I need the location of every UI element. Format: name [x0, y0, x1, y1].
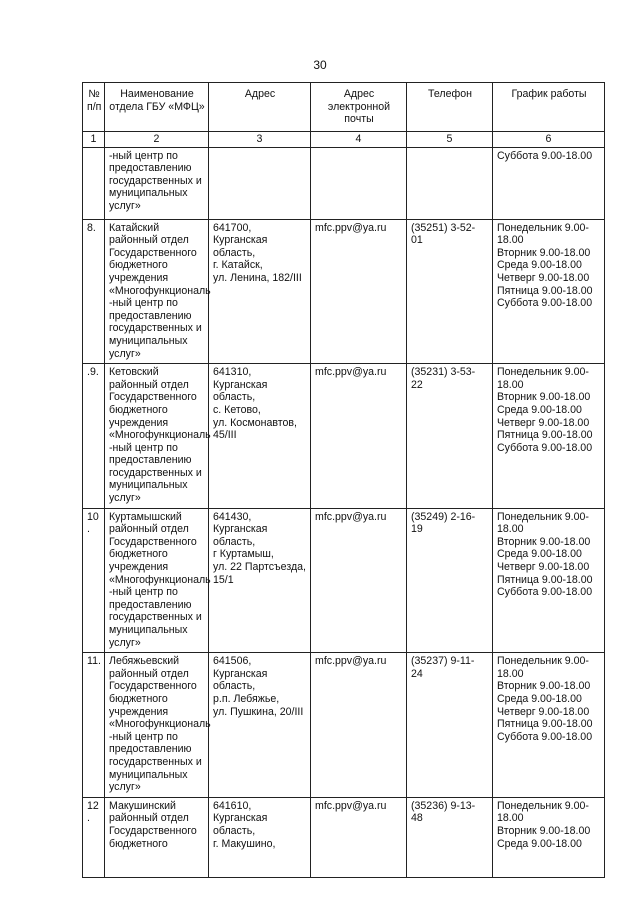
office-address — [209, 797, 311, 877]
office-phone — [407, 508, 493, 653]
office-name — [105, 147, 209, 219]
cell-line: Четверг 9.00-18.00 — [497, 416, 590, 429]
cell-line: районный отдел — [109, 234, 189, 247]
row-number: 10. — [83, 508, 105, 653]
cell-line: № — [88, 88, 100, 100]
cell-line: Курганская — [213, 234, 268, 247]
cell-line: учреждения — [109, 561, 169, 574]
cell-line: 48 — [411, 812, 423, 825]
cell-line: «Многофункциональ — [109, 718, 211, 731]
cell-line: Пятница 9.00-18.00 — [497, 573, 593, 586]
cell-line: Адрес — [244, 88, 276, 100]
cell-line: «Многофункциональ — [109, 429, 211, 442]
cell-line: муниципальных — [109, 624, 188, 636]
table-header-row — [83, 83, 605, 132]
cell-line: муниципальных — [109, 334, 188, 347]
cell-line: (35251) 3-52- — [411, 221, 476, 234]
office-schedule — [493, 219, 605, 364]
cell-line: Четверг 9.00-18.00 — [497, 705, 590, 718]
cell-line: почты — [344, 113, 374, 126]
cell-line: Государственного — [109, 824, 197, 837]
cell-line: государственных и — [109, 611, 202, 624]
cell-line: учреждения — [109, 705, 169, 718]
office-address — [209, 219, 311, 364]
cell-line: районный отдел — [109, 812, 189, 825]
cell-line: 22 — [411, 378, 423, 391]
cell-line: 18.00 — [497, 234, 524, 247]
office-phone — [407, 219, 493, 364]
cell-line: бюджетного — [109, 837, 168, 850]
cell-line: государственных и — [109, 466, 202, 479]
office-schedule — [493, 797, 605, 877]
cell-line: отдела ГБУ «МФЦ» — [109, 100, 205, 113]
office-phone — [407, 797, 493, 877]
office-name — [105, 364, 209, 509]
cell-line: 45/III — [213, 429, 237, 442]
cell-line: предоставлению — [109, 743, 192, 756]
mfc-offices-table — [82, 82, 605, 878]
cell-line: «Многофункциональ — [109, 573, 211, 586]
cell-line: область, — [213, 246, 256, 259]
office-address — [209, 364, 311, 509]
row-number: 11. — [83, 653, 105, 798]
column-number: 6 — [493, 132, 605, 148]
office-schedule — [493, 364, 605, 509]
office-email: mfc.ppv@ya.ru — [311, 364, 407, 509]
cell-line: учреждения — [109, 271, 169, 284]
cell-line: «Многофункциональ — [109, 284, 211, 297]
cell-line: Суббота 9.00-18.00 — [497, 730, 593, 743]
cell-line: Суббота 9.00-18.00 — [497, 297, 593, 310]
row-number: 12. — [83, 797, 105, 877]
cell-line: 18.00 — [497, 667, 524, 680]
cell-line: (35237) 9-11- — [411, 655, 475, 668]
cell-line: Среда 9.00-18.00 — [497, 403, 582, 416]
column-number: 3 — [209, 132, 311, 148]
cell-line: область, — [213, 824, 256, 837]
cell-line: предоставлению — [109, 162, 192, 175]
cell-line: Государственного — [109, 246, 197, 259]
cell-line: Макушинский — [109, 799, 176, 812]
cell-line: Вторник 9.00-18.00 — [497, 535, 591, 548]
cell-line: -ный центр по — [109, 441, 178, 454]
cell-line: Понедельник 9.00- — [497, 366, 589, 379]
cell-line: ул. Ленина, 182/III — [213, 271, 302, 284]
office-name — [105, 219, 209, 364]
cell-line: Адрес — [343, 88, 375, 100]
office-address — [209, 147, 311, 219]
cell-line: 641700, — [213, 221, 252, 234]
column-number: 4 — [311, 132, 407, 148]
cell-line: Государственного — [109, 391, 197, 404]
cell-line: г Куртамыш, — [213, 548, 274, 561]
office-address — [209, 508, 311, 653]
table-row — [83, 797, 605, 877]
header-phone — [407, 83, 493, 132]
cell-line: предоставлению — [109, 309, 192, 322]
office-schedule — [493, 508, 605, 653]
cell-line: Вторник 9.00-18.00 — [497, 246, 591, 259]
cell-line: 18.00 — [497, 378, 524, 391]
cell-line: Понедельник 9.00- — [497, 799, 589, 812]
cell-line: 641430, — [213, 510, 252, 523]
office-address — [209, 653, 311, 798]
cell-line: государственных и — [109, 322, 202, 335]
cell-line: электронной — [327, 100, 391, 113]
cell-line: 19 — [411, 523, 423, 536]
cell-line: бюджетного — [109, 692, 168, 705]
column-number-row — [83, 132, 605, 148]
office-name — [105, 653, 209, 798]
column-number: 2 — [105, 132, 209, 148]
cell-line: услуг» — [109, 781, 141, 794]
cell-line: Среда 9.00-18.00 — [497, 548, 582, 561]
office-email: mfc.ppv@ya.ru — [311, 797, 407, 877]
table-row — [83, 508, 605, 653]
cell-line: 24 — [411, 667, 423, 680]
cell-line: Пятница 9.00-18.00 — [497, 429, 593, 442]
cell-line: Вторник 9.00-18.00 — [497, 391, 591, 404]
cell-line: ул. 22 Партсъезда, — [213, 561, 306, 574]
cell-line: предоставлению — [109, 598, 192, 611]
cell-line: г. Катайск, — [213, 259, 263, 272]
cell-line: Понедельник 9.00- — [497, 655, 589, 668]
cell-line: 01 — [411, 234, 423, 247]
cell-line: Среда 9.00-18.00 — [497, 692, 582, 705]
cell-line: Пятница 9.00-18.00 — [497, 284, 593, 297]
cell-line: Курганская — [213, 523, 268, 536]
cell-line: (35231) 3-53- — [411, 366, 476, 379]
cell-line: Наименование — [120, 88, 194, 100]
cell-line: 641610, — [213, 799, 252, 812]
cell-line: Лебяжьевский — [109, 655, 180, 668]
cell-line: Суббота 9.00-18.00 — [497, 149, 593, 162]
table-row — [83, 147, 605, 219]
office-phone — [407, 364, 493, 509]
cell-line: Четверг 9.00-18.00 — [497, 271, 590, 284]
cell-line: Государственного — [109, 535, 197, 548]
cell-line: Государственного — [109, 680, 197, 693]
office-name — [105, 797, 209, 877]
cell-line: Курганская — [213, 812, 268, 825]
table-row — [83, 364, 605, 509]
cell-line: Куртамышский — [109, 510, 182, 523]
cell-line: 18.00 — [497, 812, 524, 825]
cell-line: с. Кетово, — [213, 403, 261, 416]
cell-line: Вторник 9.00-18.00 — [497, 680, 591, 693]
cell-line: Катайский — [109, 221, 160, 234]
header-schedule — [493, 83, 605, 132]
office-name — [105, 508, 209, 653]
cell-line: государственных и — [109, 174, 202, 187]
office-email: mfc.ppv@ya.ru — [311, 653, 407, 798]
table-row — [83, 219, 605, 364]
header-num — [83, 83, 105, 132]
cell-line: ул. Пушкина, 20/III — [213, 705, 304, 718]
office-phone — [407, 147, 493, 219]
office-email — [311, 147, 407, 219]
header-name — [105, 83, 209, 132]
cell-line: 641506, — [213, 655, 252, 668]
cell-line: 18.00 — [497, 523, 524, 536]
cell-line: (35236) 9-13- — [411, 799, 476, 812]
row-number — [83, 147, 105, 219]
cell-line: бюджетного — [109, 259, 168, 272]
cell-line: муниципальных — [109, 768, 188, 781]
cell-line: п/п — [87, 100, 102, 113]
cell-line: Понедельник 9.00- — [497, 510, 589, 523]
cell-line: Среда 9.00-18.00 — [497, 259, 582, 272]
cell-line: Суббота 9.00-18.00 — [497, 441, 593, 454]
cell-line: область, — [213, 680, 256, 693]
cell-line: предоставлению — [109, 454, 192, 467]
cell-line: районный отдел — [109, 523, 189, 536]
cell-line: (35249) 2-16- — [411, 510, 476, 523]
cell-line: районный отдел — [109, 378, 189, 391]
office-phone — [407, 653, 493, 798]
header-address — [209, 83, 311, 132]
cell-line: учреждения — [109, 416, 169, 429]
cell-line: Понедельник 9.00- — [497, 221, 589, 234]
cell-line: -ный центр по — [109, 149, 178, 162]
office-email: mfc.ppv@ya.ru — [311, 508, 407, 653]
cell-line: муниципальных — [109, 479, 188, 492]
cell-line: государственных и — [109, 755, 202, 768]
cell-line: районный отдел — [109, 667, 189, 680]
header-email — [311, 83, 407, 132]
cell-line: муниципальных — [109, 187, 188, 200]
cell-line: Четверг 9.00-18.00 — [497, 561, 590, 574]
row-number: 8. — [83, 219, 105, 364]
office-email: mfc.ppv@ya.ru — [311, 219, 407, 364]
cell-line: услуг» — [109, 492, 141, 505]
cell-line: область, — [213, 391, 256, 404]
cell-line: -ный центр по — [109, 730, 178, 743]
cell-line: 15/1 — [213, 573, 234, 586]
office-schedule — [493, 147, 605, 219]
column-number: 5 — [407, 132, 493, 148]
cell-line: услуг» — [109, 636, 141, 649]
cell-line: Суббота 9.00-18.00 — [497, 586, 593, 599]
cell-line: р.п. Лебяжье, — [213, 692, 280, 705]
cell-line: -ный центр по — [109, 297, 178, 310]
cell-line: График работы — [511, 88, 587, 100]
cell-line: г. Макушино, — [213, 837, 276, 850]
cell-line: Среда 9.00-18.00 — [497, 837, 582, 850]
cell-line: ул. Космонавтов, — [213, 416, 297, 429]
cell-line: бюджетного — [109, 403, 168, 416]
cell-line: Телефон — [428, 88, 472, 100]
cell-line: услуг» — [109, 199, 141, 212]
office-schedule — [493, 653, 605, 798]
cell-line: Кетовский — [109, 366, 159, 379]
cell-line: Пятница 9.00-18.00 — [497, 718, 593, 731]
cell-line: -ный центр по — [109, 586, 178, 599]
cell-line: Вторник 9.00-18.00 — [497, 824, 591, 837]
page-number: 30 — [313, 58, 327, 72]
cell-line: область, — [213, 535, 256, 548]
cell-line: услуг» — [109, 347, 141, 360]
column-number: 1 — [83, 132, 105, 148]
cell-line: 641310, — [213, 366, 252, 379]
cell-line: Курганская — [213, 667, 268, 680]
table-row — [83, 653, 605, 798]
cell-line: бюджетного — [109, 548, 168, 561]
cell-line: Курганская — [213, 378, 268, 391]
row-number: .9. — [83, 364, 105, 509]
